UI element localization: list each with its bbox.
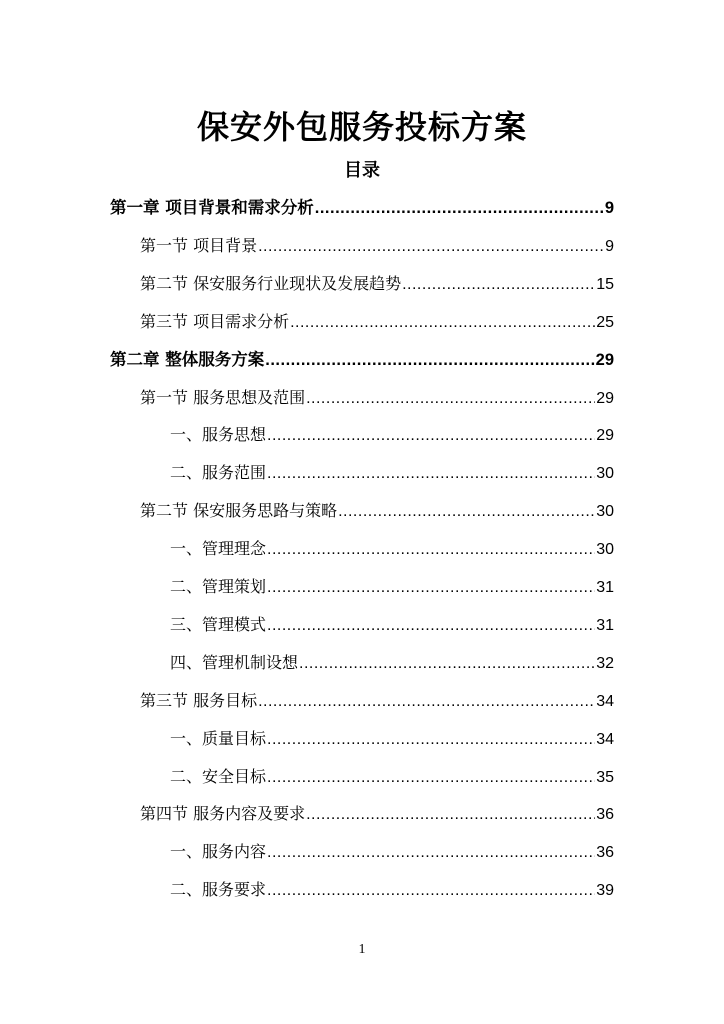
toc-leader-dots <box>306 803 595 827</box>
toc-entry-page: 29 <box>595 350 614 369</box>
toc-entry-label: 第一章 项目背景和需求分析 <box>110 198 314 217</box>
toc-leader-dots <box>267 538 595 562</box>
toc-leader-dots <box>267 576 595 600</box>
toc-entry[interactable] <box>110 196 614 220</box>
toc-entry-page: 34 <box>596 692 614 710</box>
toc-leader-dots <box>299 652 595 676</box>
toc-entry-page: 25 <box>596 313 614 331</box>
toc-entry-page: 30 <box>596 503 614 521</box>
toc-entry-page: 34 <box>596 730 614 748</box>
toc-entry-label: 一、服务思想 <box>170 425 267 445</box>
toc-entry-label: 第二节 保安服务行业现状及发展趋势 <box>140 273 402 293</box>
toc-entry-page: 36 <box>596 806 614 824</box>
page-number: 1 <box>358 942 366 957</box>
toc-entry[interactable] <box>170 461 614 485</box>
toc-entry[interactable] <box>140 499 614 523</box>
toc-entry-page: 32 <box>596 654 614 672</box>
toc-entry-page: 15 <box>596 275 614 293</box>
toc-entry-label: 第一节 项目背景 <box>140 235 258 255</box>
toc-entry[interactable] <box>140 234 614 258</box>
toc-entry-label: 第二节 保安服务思路与策略 <box>140 501 338 521</box>
toc-entry-page: 30 <box>596 541 614 559</box>
toc-entry-page: 39 <box>596 882 614 900</box>
toc-entry[interactable] <box>170 651 614 675</box>
toc-entry-label: 第三节 项目需求分析 <box>140 311 290 331</box>
toc-entry-label: 第四节 服务内容及要求 <box>140 804 306 824</box>
toc-leader-dots <box>267 462 595 486</box>
toc-leader-dots <box>402 273 595 297</box>
toc-leader-dots <box>258 690 595 714</box>
toc-leader-dots <box>267 614 595 638</box>
toc-entry[interactable] <box>170 613 614 637</box>
toc-entry-label: 二、管理策划 <box>170 577 267 596</box>
toc-entry-label: 第三节 服务目标 <box>140 690 258 710</box>
toc-entry-page: 9 <box>604 199 614 217</box>
toc-entry-label: 一、质量目标 <box>170 728 267 748</box>
toc-entry[interactable] <box>140 386 614 410</box>
toc-entry-label: 一、管理理念 <box>170 539 267 559</box>
toc-entry[interactable] <box>140 689 614 713</box>
toc-entry-page: 30 <box>596 465 614 483</box>
toc-leader-dots <box>267 841 595 865</box>
toc-leader-dots <box>265 348 594 372</box>
toc-entry-label: 一、服务内容 <box>170 842 267 862</box>
toc-entry[interactable] <box>170 765 614 789</box>
toc-entry-page: 9 <box>605 237 614 255</box>
toc-leader-dots <box>267 766 595 790</box>
toc-heading: 目录 <box>344 160 380 181</box>
toc-leader-dots <box>290 311 595 335</box>
toc-entry-label: 三、管理模式 <box>170 614 267 634</box>
toc-entry-label: 四、管理机制设想 <box>170 652 299 672</box>
toc-entry-page: 29 <box>596 427 614 445</box>
toc-entry[interactable] <box>170 423 614 447</box>
toc-entry-page: 35 <box>596 768 614 786</box>
toc-leader-dots <box>306 387 595 411</box>
toc-entry-label: 二、服务范围 <box>170 463 267 483</box>
toc-leader-dots <box>267 424 595 448</box>
toc-entry[interactable] <box>170 537 614 561</box>
toc-leader-dots <box>315 196 604 220</box>
toc-entry-label: 第一节 服务思想及范围 <box>140 387 306 407</box>
toc-entry[interactable] <box>110 348 614 372</box>
toc-leader-dots <box>258 235 604 259</box>
toc-entry[interactable] <box>140 272 614 296</box>
toc-entry-page: 31 <box>596 616 614 634</box>
document-title: 保安外包服务投标方案 <box>196 108 527 146</box>
toc-entry[interactable] <box>140 802 614 826</box>
toc-entry-page: 31 <box>596 579 614 596</box>
toc-entry-page: 29 <box>596 389 614 407</box>
toc-entry-page: 36 <box>596 844 614 862</box>
toc-entry-label: 二、安全目标 <box>170 766 267 786</box>
toc-entry[interactable] <box>170 727 614 751</box>
toc-entry[interactable] <box>140 310 614 334</box>
toc-entry[interactable] <box>170 575 614 599</box>
toc-entry[interactable] <box>170 840 614 864</box>
toc-entry[interactable] <box>170 878 614 902</box>
toc-leader-dots <box>338 500 595 524</box>
toc-leader-dots <box>267 728 595 752</box>
toc-entry-label: 第二章 整体服务方案 <box>110 349 265 369</box>
toc-entry-label: 二、服务要求 <box>170 880 267 900</box>
toc-leader-dots <box>267 879 595 903</box>
